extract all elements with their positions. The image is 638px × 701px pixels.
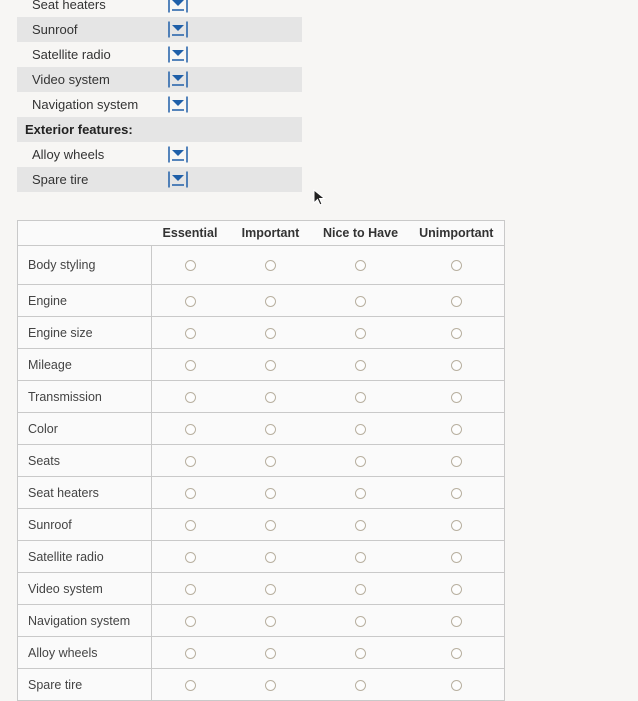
radio-icon[interactable] (451, 680, 462, 691)
row-label: Alloy wheels (18, 637, 152, 669)
section-heading (17, 117, 302, 142)
list-item (17, 142, 302, 167)
radio-icon[interactable] (185, 360, 196, 371)
row-label: Color (18, 413, 152, 445)
radio-icon[interactable] (451, 616, 462, 627)
radio-cell (409, 381, 505, 413)
radio-cell (229, 285, 313, 317)
column-header: Important (229, 221, 313, 246)
chevron-down-icon[interactable] (165, 95, 191, 114)
table-row (18, 669, 505, 701)
row-label: Body styling (18, 246, 152, 285)
radio-cell (229, 509, 313, 541)
radio-icon[interactable] (265, 584, 276, 595)
table-row (18, 381, 505, 413)
radio-cell (152, 349, 229, 381)
radio-icon[interactable] (451, 424, 462, 435)
table-row (18, 573, 505, 605)
chevron-down-icon[interactable] (165, 20, 191, 39)
column-header: Unimportant (409, 221, 505, 246)
radio-cell (152, 669, 229, 701)
radio-icon[interactable] (185, 392, 196, 403)
radio-icon[interactable] (265, 520, 276, 531)
radio-cell (152, 317, 229, 349)
radio-icon[interactable] (451, 360, 462, 371)
radio-icon[interactable] (451, 328, 462, 339)
radio-icon[interactable] (355, 520, 366, 531)
radio-icon[interactable] (185, 584, 196, 595)
row-label: Mileage (18, 349, 152, 381)
table-row (18, 477, 505, 509)
table-row (18, 637, 505, 669)
radio-cell (409, 669, 505, 701)
table-row (18, 605, 505, 637)
radio-icon[interactable] (185, 424, 196, 435)
table-row (18, 541, 505, 573)
radio-cell (409, 477, 505, 509)
radio-cell (152, 285, 229, 317)
radio-cell (313, 477, 409, 509)
radio-cell (409, 509, 505, 541)
chevron-down-icon[interactable] (165, 0, 191, 14)
radio-cell (152, 637, 229, 669)
importance-grid (17, 220, 505, 701)
radio-cell (229, 381, 313, 413)
radio-icon[interactable] (185, 616, 196, 627)
radio-cell (229, 605, 313, 637)
radio-cell (313, 605, 409, 637)
radio-icon[interactable] (355, 296, 366, 307)
radio-cell (313, 669, 409, 701)
radio-cell (229, 669, 313, 701)
table-row (18, 246, 505, 285)
row-label: Transmission (18, 381, 152, 413)
radio-icon[interactable] (451, 648, 462, 659)
radio-cell (229, 445, 313, 477)
radio-cell (409, 246, 505, 285)
radio-icon[interactable] (185, 260, 196, 271)
list-item-label: Spare tire (32, 172, 89, 187)
radio-cell (409, 285, 505, 317)
radio-cell (152, 509, 229, 541)
radio-icon[interactable] (265, 456, 276, 467)
radio-icon[interactable] (355, 360, 366, 371)
chevron-down-icon[interactable] (165, 145, 191, 164)
list-item (17, 42, 302, 67)
list-item (17, 92, 302, 117)
radio-icon[interactable] (265, 648, 276, 659)
radio-icon[interactable] (265, 616, 276, 627)
radio-icon[interactable] (265, 552, 276, 563)
radio-icon[interactable] (185, 456, 196, 467)
radio-icon[interactable] (265, 296, 276, 307)
radio-icon[interactable] (185, 488, 196, 499)
radio-cell (409, 541, 505, 573)
radio-cell (313, 246, 409, 285)
radio-cell (313, 285, 409, 317)
radio-cell (409, 317, 505, 349)
mouse-pointer-icon (313, 189, 327, 207)
radio-cell (152, 573, 229, 605)
radio-icon[interactable] (265, 360, 276, 371)
radio-icon[interactable] (355, 552, 366, 563)
radio-cell (152, 413, 229, 445)
radio-cell (313, 445, 409, 477)
radio-icon[interactable] (451, 552, 462, 563)
radio-icon[interactable] (355, 680, 366, 691)
list-item (17, 167, 302, 192)
table-row (18, 445, 505, 477)
radio-cell (409, 349, 505, 381)
radio-cell (229, 246, 313, 285)
radio-icon[interactable] (355, 648, 366, 659)
table-row (18, 509, 505, 541)
radio-icon[interactable] (355, 328, 366, 339)
radio-icon[interactable] (355, 392, 366, 403)
chevron-down-icon[interactable] (165, 170, 191, 189)
table-row (18, 413, 505, 445)
radio-icon[interactable] (451, 296, 462, 307)
row-label: Satellite radio (18, 541, 152, 573)
radio-icon[interactable] (185, 296, 196, 307)
radio-icon[interactable] (451, 488, 462, 499)
row-label: Video system (18, 573, 152, 605)
radio-icon[interactable] (355, 456, 366, 467)
table-row (18, 317, 505, 349)
radio-icon[interactable] (265, 424, 276, 435)
radio-cell (313, 509, 409, 541)
radio-cell (409, 413, 505, 445)
chevron-down-icon[interactable] (165, 45, 191, 64)
list-item-label: Alloy wheels (32, 147, 105, 162)
column-header: Nice to Have (313, 221, 409, 246)
list-item-label: Sunroof (32, 22, 78, 37)
row-label: Engine (18, 285, 152, 317)
radio-icon[interactable] (265, 488, 276, 499)
radio-cell (409, 445, 505, 477)
radio-cell (229, 541, 313, 573)
radio-cell (229, 573, 313, 605)
radio-cell (409, 605, 505, 637)
radio-icon[interactable] (185, 552, 196, 563)
radio-cell (313, 413, 409, 445)
radio-cell (152, 477, 229, 509)
row-label: Seats (18, 445, 152, 477)
table-row (18, 285, 505, 317)
radio-cell (152, 541, 229, 573)
ranking-list (17, 0, 302, 192)
row-label: Sunroof (18, 509, 152, 541)
radio-cell (313, 573, 409, 605)
radio-cell (409, 573, 505, 605)
radio-icon[interactable] (265, 328, 276, 339)
list-item-label: Video system (32, 72, 110, 87)
radio-icon[interactable] (451, 392, 462, 403)
row-label: Spare tire (18, 669, 152, 701)
radio-cell (229, 477, 313, 509)
list-item (17, 17, 302, 42)
radio-icon[interactable] (355, 260, 366, 271)
radio-icon[interactable] (265, 680, 276, 691)
radio-cell (409, 637, 505, 669)
radio-cell (152, 445, 229, 477)
radio-cell (313, 637, 409, 669)
radio-cell (313, 317, 409, 349)
radio-icon[interactable] (451, 260, 462, 271)
section-heading-label: Exterior features: (25, 122, 133, 137)
grid-corner (18, 221, 152, 246)
radio-icon[interactable] (265, 392, 276, 403)
column-header: Essential (152, 221, 229, 246)
list-item (17, 67, 302, 92)
radio-icon[interactable] (451, 584, 462, 595)
radio-icon[interactable] (355, 488, 366, 499)
radio-cell (229, 413, 313, 445)
row-label: Seat heaters (18, 477, 152, 509)
radio-icon[interactable] (355, 584, 366, 595)
radio-icon[interactable] (451, 456, 462, 467)
radio-cell (313, 381, 409, 413)
radio-cell (229, 637, 313, 669)
row-label: Navigation system (18, 605, 152, 637)
chevron-down-icon[interactable] (165, 70, 191, 89)
radio-icon[interactable] (355, 424, 366, 435)
radio-icon[interactable] (265, 260, 276, 271)
radio-cell (152, 605, 229, 637)
list-item-label: Satellite radio (32, 47, 111, 62)
radio-icon[interactable] (185, 648, 196, 659)
radio-cell (152, 381, 229, 413)
list-item-label: Seat heaters (32, 0, 106, 12)
radio-icon[interactable] (185, 328, 196, 339)
radio-cell (313, 541, 409, 573)
radio-icon[interactable] (355, 616, 366, 627)
radio-icon[interactable] (185, 520, 196, 531)
radio-cell (313, 349, 409, 381)
list-item (17, 0, 302, 17)
radio-cell (229, 349, 313, 381)
radio-cell (229, 317, 313, 349)
radio-cell (152, 246, 229, 285)
radio-icon[interactable] (451, 520, 462, 531)
list-item-label: Navigation system (32, 97, 139, 112)
row-label: Engine size (18, 317, 152, 349)
radio-icon[interactable] (185, 680, 196, 691)
table-row (18, 349, 505, 381)
